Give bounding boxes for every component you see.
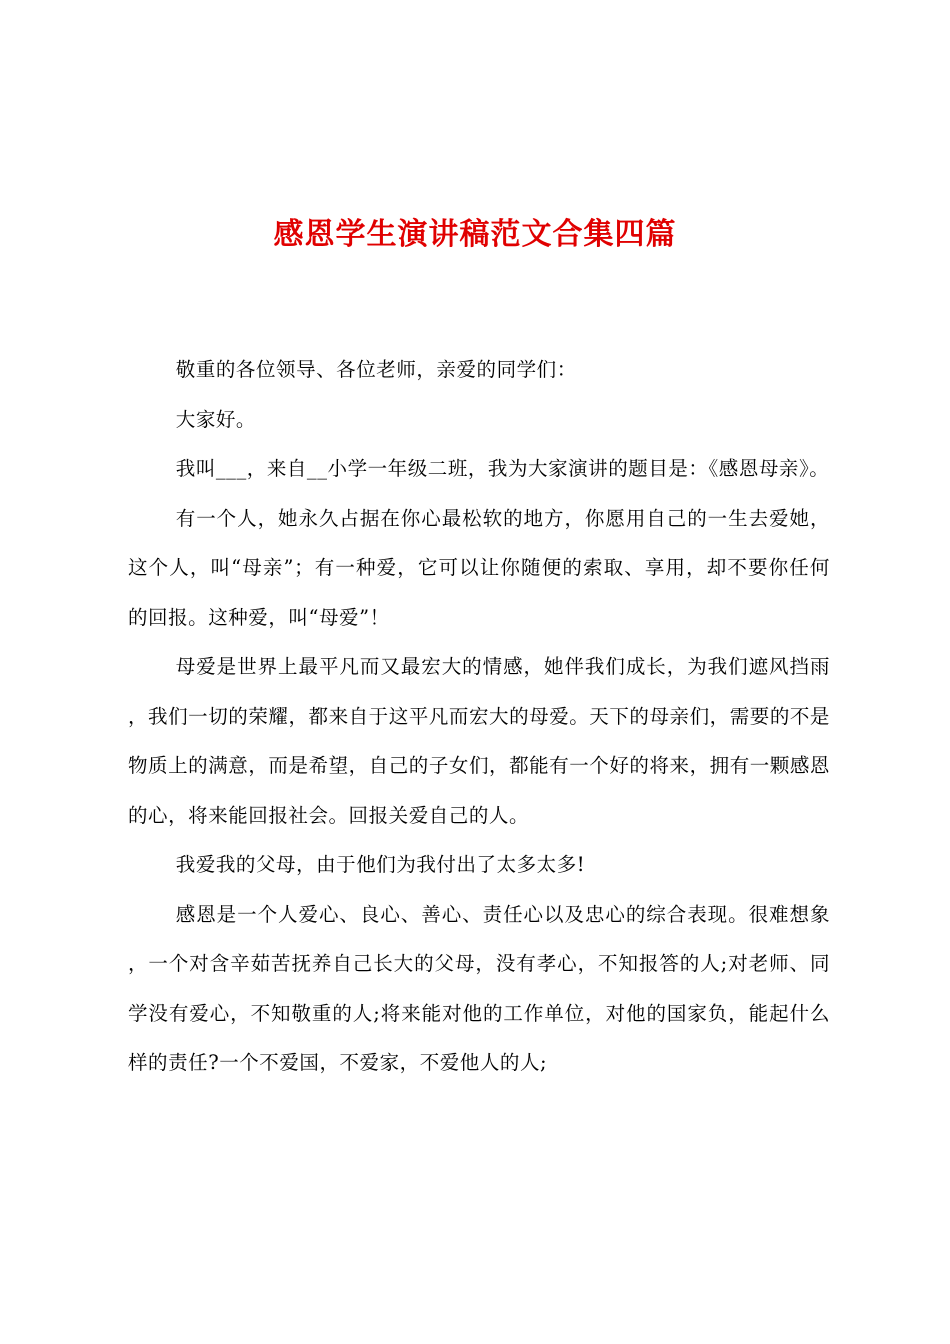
- paragraph-love-parents: 我爱我的父母，由于他们为我付出了太多太多!: [175, 853, 586, 876]
- paragraph-greeting: 大家好。: [175, 407, 256, 431]
- paragraph-introduction: 我叫___，来自__小学一年级二班，我为大家演讲的题目是：《感恩母亲》。: [175, 457, 830, 480]
- paragraph-mother: 有一个人，她永久占据在你心最松软的地方，你愿用自己的一生去爱她，这个人，叫“母亲”；有一种爱，它可以让你随便的索取、享用，却不要你任何的回报。这种爱，叫“母爱”！: [128, 506, 830, 629]
- paragraph-maternal-love: 母爱是世界上最平凡而又最宏大的情感，她伴我们成长，为我们遮风挡雨，我们一切的荣耀，都来自于这平凡而宏大的母爱。天下的母亲们，需要的不是物质上的满意，而是希望，自己的子女们，都能有一个好的将来，拥有一颗感恩的心，将来能回报社会。回报关爱自己的人。: [128, 655, 830, 827]
- document-title: 感恩学生演讲稿范文合集四篇: [273, 217, 677, 252]
- document-body: [128, 345, 830, 1088]
- paragraph-gratitude: 感恩是一个人爱心、良心、善心、责任心以及忠心的综合表现。很难想象，一个对含辛茹苦抚养自己长大的父母，没有孝心，不知报答的人;对老师、同学没有爱心，不知敬重的人;将来能对他的工作单位，对他的国家负，能起什么样的责任?一个不爱国，不爱家，不爱他人的人;: [128, 902, 830, 1074]
- paragraph-salutation: 敬重的各位领导、各位老师，亲爱的同学们：: [175, 358, 577, 381]
